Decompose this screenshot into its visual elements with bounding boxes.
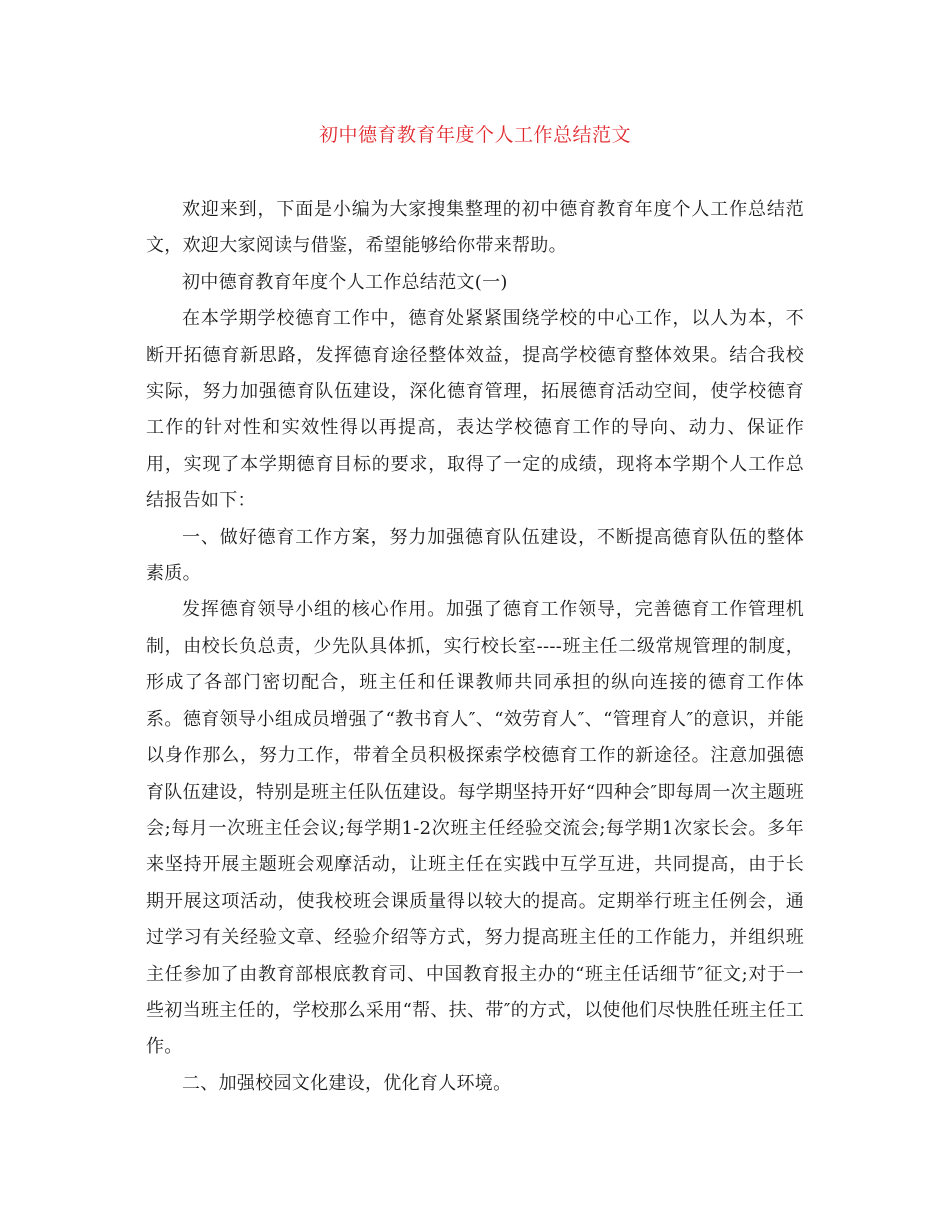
section-heading-2: 二、加强校园文化建设，优化育人环境。 (182, 1072, 512, 1094)
paragraph-section-1: 发挥德育领导小组的核心作用。加强了德育工作领导，完善德育工作管理机制，由校长负总责，少先队具体抓，实行校长室----班主任二级常规管理的制度，形成了各部门密切配合，班主任和任课教师共同承担的纵向连接的德育工作体系。德育领导小组成员增强了“教书育人″、“效劳育人″、“管理育人″的意识，并能以身作那么，努力工作，带着全员积极探索学校德育工作的新途径。注意加强德育队伍建设，特别是班主任队伍建设。每学期坚持开好“四种会″即每周一次主题班会;每月一次班主任会议;每学期1-2次班主任经验交流会;每学期1次家长会。多年来坚持开展主题班会观摩活动，让班主任在实践中互学互进，共同提高，由于长期开展这项活动，使我校班会课质量得以较大的提高。定期举行班主任例会，通过学习有关经验文章、经验介绍等方式，努力提高班主任的工作能力，并组织班主任参加了由教育部根底教育司、中国教育报主办的“班主任话细节″征文;对于一些初当班主任的，学校那么采用“帮、扶、带″的方式，以使他们尽快胜任班主任工作。 (146, 599, 804, 1058)
document-body (146, 192, 804, 1102)
paragraph-intro: 欢迎来到，下面是小编为大家搜集整理的初中德育教育年度个人工作总结范文，欢迎大家阅读与借鉴，希望能够给你带来帮助。 (146, 199, 804, 257)
document-title: 初中德育教育年度个人工作总结范文 (318, 124, 631, 146)
paragraph-overview: 在本学期学校德育工作中，德育处紧紧围绕学校的中心工作，以人为本，不断开拓德育新思路，发挥德育途径整体效益，提高学校德育整体效果。结合我校实际，努力加强德育队伍建设，深化德育管理，拓展德育活动空间，使学校德育工作的针对性和实效性得以再提高，表达学校德育工作的导向、动力、保证作用，实现了本学期德育目标的要求，取得了一定的成绩，现将本学期个人工作总结报告如下： (146, 308, 804, 512)
section-heading-1: 一、做好德育工作方案，努力加强德育队伍建设，不断提高德育队伍的整体素质。 (146, 526, 804, 585)
paragraph-subtitle: 初中德育教育年度个人工作总结范文(一) (182, 271, 508, 293)
